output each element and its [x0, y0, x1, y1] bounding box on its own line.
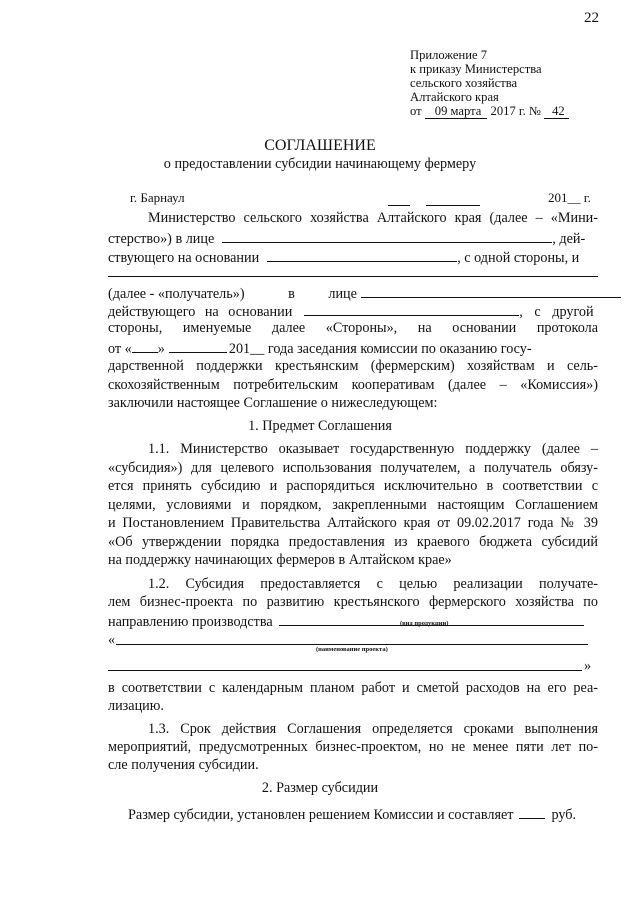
preamble-line: стороны, именуемые далее «Стороны», на основании протокола — [108, 320, 598, 336]
text: 201__ года заседания комиссии по оказанию госу- — [228, 341, 532, 357]
paragraph-line: лем бизнес-проекта по развитию крестьянского фермерского хозяйства по — [108, 594, 598, 610]
paragraph-line: мероприятий, предусмотренных бизнес-проектом, но не менее пяти лет по- — [108, 739, 598, 755]
date-tail: 201__ г. — [548, 190, 591, 205]
preamble-line: Министерство сельского хозяйства Алтайского края (далее – «Мини- — [148, 210, 598, 226]
recipient-name-field[interactable] — [108, 262, 598, 277]
basis-field[interactable] — [267, 248, 457, 262]
order-date: 09 марта — [425, 104, 488, 119]
preamble-line — [108, 284, 598, 303]
appendix-line: к приказу Министерства — [410, 62, 542, 76]
section-heading: 2. Размер субсидии — [261, 780, 379, 796]
project-quote-open: « — [108, 632, 116, 648]
paragraph-line: 1.2. Субсидия предоставляется с целью реализации получате- — [148, 576, 598, 592]
recipient-representative-field[interactable] — [361, 284, 621, 298]
date-blank-month — [426, 192, 480, 206]
recipient-basis-field[interactable] — [304, 302, 519, 316]
text: ствующего на основании — [108, 250, 260, 266]
paragraph-line: «субсидия») для целевого использования получателем, а получатель обязу- — [108, 460, 598, 476]
appendix-line: Алтайского края — [410, 90, 499, 104]
caption-project: (наименование проекта) — [316, 646, 388, 653]
protocol-month-field[interactable] — [169, 339, 227, 353]
text: Размер субсидии, установлен решением Комиссии и составляет — [128, 807, 514, 823]
text: руб. — [551, 807, 577, 823]
preamble-line: дарственной поддержки крестьянским (фермерским) хозяйствам и сель- — [108, 358, 598, 374]
text: , с одной стороны, и — [457, 250, 580, 266]
paragraph-line: на поддержку начинающих фермеров в Алтайском крае» — [108, 552, 452, 568]
subsidy-amount-field[interactable] — [519, 805, 545, 819]
document-title: СОГЛАШЕНИЕ — [264, 137, 376, 154]
project-name-field[interactable] — [116, 630, 588, 645]
text: , с другой — [519, 304, 594, 320]
page-number: 22 — [584, 10, 599, 26]
preamble-line — [108, 339, 598, 358]
paragraph-line: ется принять субсидию и распорядиться исключительно в соответствии с — [108, 478, 598, 494]
section-heading: 1. Предмет Соглашения — [248, 418, 392, 434]
preamble-line — [108, 302, 598, 321]
paragraph-line: в соответствии с календарным планом работ и сметой расходов на его реа- — [108, 680, 598, 696]
appendix-line: сельского хозяйства — [410, 76, 518, 90]
paragraph-line: «Об утверждении порядка предоставления из краевого бюджета субсидий — [108, 534, 598, 550]
project-name-field-2[interactable] — [108, 656, 582, 671]
paragraph-line: и Постановлением Правительства Алтайского края от 09.02.2017 года № 39 — [108, 515, 598, 531]
date-prefix: от — [410, 104, 422, 118]
paragraph-line — [108, 612, 598, 631]
text: в — [288, 286, 295, 302]
text: (далее - «получатель») — [108, 286, 245, 302]
order-number: 42 — [544, 104, 569, 119]
text: стерство») в лице — [108, 231, 215, 247]
date-blank-day — [388, 192, 410, 206]
protocol-day-field[interactable] — [132, 339, 158, 353]
text: направлению производства — [108, 614, 273, 630]
text: , дей- — [552, 231, 586, 247]
caption-product: (вид продукции) — [400, 620, 449, 627]
appendix-date-line — [410, 104, 569, 118]
text: от « — [108, 341, 132, 357]
paragraph-line: 1.1. Министерство оказывает государственную поддержку (далее – — [148, 441, 598, 457]
text: действующего на основании — [108, 304, 293, 320]
preamble-line — [108, 229, 598, 248]
text: » — [157, 341, 165, 357]
preamble-line: скохозяйственным потребительским кооперативам (далее – «Комиссия») — [108, 377, 598, 393]
paragraph-line: лизацию. — [108, 698, 164, 714]
paragraph-line: сле получения субсидии. — [108, 757, 259, 773]
paragraph-line: 1.3. Срок действия Соглашения определяется сроками выполнения — [148, 721, 598, 737]
representative-field[interactable] — [222, 229, 552, 243]
paragraph-line: целями, условиями и порядком, закрепленными настоящим Соглашением — [108, 497, 598, 513]
project-quote-close: » — [584, 658, 592, 674]
date-year: 2017 г. № — [490, 104, 541, 118]
place: г. Барнаул — [130, 190, 185, 205]
appendix-line: Приложение 7 — [410, 48, 488, 62]
text: лице — [328, 286, 357, 302]
appendix-block — [410, 48, 569, 118]
document-subtitle: о предоставлении субсидии начинающему фермеру — [163, 156, 477, 172]
preamble-line: заключили настоящее Соглашение о нижеследующем: — [108, 395, 438, 411]
paragraph-line — [128, 805, 576, 824]
